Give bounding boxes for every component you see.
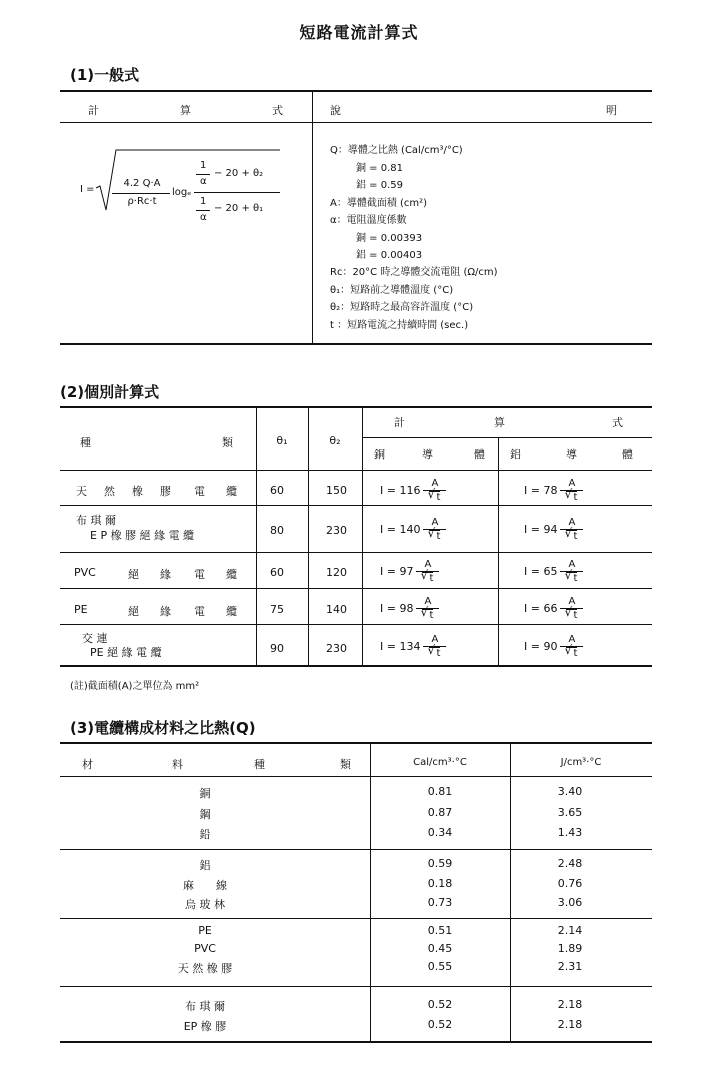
kind-text: PE 絕 緣 電 纜 xyxy=(90,646,162,659)
section3-heading: (3)電纜構成材料之比熱(Q) xyxy=(70,719,256,737)
kind-text: 布 琪 爾 xyxy=(76,514,116,527)
cal-value: 0.81 xyxy=(427,785,453,798)
radicand-num: 4.2 Q·A xyxy=(123,178,161,189)
kind-char: 纜 xyxy=(226,605,237,618)
material-name: PVC xyxy=(194,942,216,955)
cal-value: 0.52 xyxy=(427,1018,453,1031)
material-name: 布 琪 爾 xyxy=(185,1000,225,1013)
top-num: 1 xyxy=(200,160,207,171)
kind-char: 膠 xyxy=(160,485,171,498)
s3-col-j: J/cm³·°C xyxy=(560,757,602,768)
cu-formula: I = 97 A √ t xyxy=(380,559,439,585)
cal-value: 0.45 xyxy=(427,942,453,955)
explain-line: 銅 = 0.81 xyxy=(356,163,404,174)
j-value: 2.48 xyxy=(557,857,583,870)
theta2-value: 230 xyxy=(326,524,347,537)
j-value: 1.89 xyxy=(557,942,583,955)
theta2-value: 140 xyxy=(326,603,347,616)
kind-char: 緣 xyxy=(160,605,171,618)
top-rest: − 20 + θ₂ xyxy=(214,168,264,179)
s2-col-al-2: 導 xyxy=(566,448,577,461)
section2-heading: (2)個別計算式 xyxy=(60,383,160,401)
cu-formula: I = 98 A √ t xyxy=(380,596,439,622)
j-value: 0.76 xyxy=(557,877,583,890)
cal-value: 0.51 xyxy=(427,924,453,937)
radicand-den: ρ·Rc·t xyxy=(127,196,157,207)
s2-col-al-3: 體 xyxy=(622,448,633,461)
kind-char: 然 xyxy=(104,485,115,498)
theta1-value: 80 xyxy=(270,524,284,537)
s3-col-material-4: 類 xyxy=(340,758,351,771)
kind-char: 橡 xyxy=(132,485,143,498)
bot-den: α xyxy=(200,212,207,223)
j-value: 1.43 xyxy=(557,826,583,839)
cal-value: 0.55 xyxy=(427,960,453,973)
explain-line: A：導體截面積 (cm²) xyxy=(330,198,428,209)
theta2-value: 150 xyxy=(326,484,347,497)
cal-value: 0.73 xyxy=(427,896,453,909)
s1-col-calc-1: 計 xyxy=(88,104,99,117)
page-title: 短路電流計算式 xyxy=(299,23,419,42)
bot-num: 1 xyxy=(200,196,207,207)
material-name: PE xyxy=(198,924,212,937)
kind-char: 絕 xyxy=(128,605,139,618)
theta1-value: 60 xyxy=(270,484,284,497)
s3-col-material-3: 種 xyxy=(254,758,265,771)
material-name: 天 然 橡 膠 xyxy=(177,962,233,975)
cal-value: 0.18 xyxy=(427,877,453,890)
s2-col-calc-2: 算 xyxy=(494,416,505,429)
top-den: α xyxy=(200,176,207,187)
s3-col-cal: Cal/cm³·°C xyxy=(413,757,467,768)
al-formula: I = 66 A √ t xyxy=(524,596,583,622)
kind-char: PE xyxy=(74,603,88,616)
explain-line: θ₁：短路前之導體溫度 (°C) xyxy=(330,285,454,296)
s1-col-explain-2: 明 xyxy=(606,104,617,117)
j-value: 2.31 xyxy=(557,960,583,973)
theta1-value: 60 xyxy=(270,566,284,579)
cu-formula: I = 134 A √ t xyxy=(380,634,446,660)
s2-col-kind-2: 類 xyxy=(222,436,233,449)
j-value: 3.06 xyxy=(557,896,583,909)
explain-line: 鋁 = 0.00403 xyxy=(356,250,423,261)
kind-text: E P 橡 膠 絕 緣 電 纜 xyxy=(90,529,195,542)
j-value: 2.18 xyxy=(557,998,583,1011)
j-value: 2.18 xyxy=(557,1018,583,1031)
s1-col-calc-3: 式 xyxy=(272,104,283,117)
s3-col-material-2: 料 xyxy=(172,758,183,771)
theta2-value: 230 xyxy=(326,642,347,655)
explain-line: θ₂：短路時之最高容許溫度 (°C) xyxy=(330,302,474,313)
explain-line: 銅 = 0.00393 xyxy=(356,233,423,244)
al-formula: I = 94 A √ t xyxy=(524,517,583,543)
formula-lhs: I = xyxy=(80,184,95,195)
kind-char: 電 xyxy=(194,568,205,581)
kind-char: 緣 xyxy=(160,568,171,581)
s2-col-kind-1: 種 xyxy=(80,436,91,449)
s2-col-cu-1: 銅 xyxy=(374,448,385,461)
s2-col-theta2: θ₂ xyxy=(329,434,341,447)
explain-line: α：電阻溫度係數 xyxy=(330,215,407,226)
kind-char: 絕 xyxy=(128,568,139,581)
kind-char: 天 xyxy=(76,485,87,498)
material-name: EP 橡 膠 xyxy=(183,1020,227,1033)
material-name: 銅 xyxy=(199,787,211,800)
s2-col-cu-3: 體 xyxy=(474,448,485,461)
explain-line: t ：短路電流之持續時間 (sec.) xyxy=(330,320,469,331)
material-name: 鋼 xyxy=(199,808,211,821)
explain-line: Rc：20°C 時之導體交流電阻 (Ω/cm) xyxy=(330,267,498,278)
explain-line: 鋁 = 0.59 xyxy=(356,180,404,191)
cal-value: 0.59 xyxy=(427,857,453,870)
kind-char: 電 xyxy=(194,485,205,498)
material-name: 烏 玻 林 xyxy=(185,898,225,911)
explain-line: Q：導體之比熱 (Cal/cm³/°C) xyxy=(330,145,463,156)
theta1-value: 90 xyxy=(270,642,284,655)
cal-value: 0.34 xyxy=(427,826,453,839)
bot-rest: − 20 + θ₁ xyxy=(214,203,264,214)
kind-char: PVC xyxy=(74,566,96,579)
cal-value: 0.87 xyxy=(427,806,453,819)
kind-text: 交 連 xyxy=(82,632,108,645)
section2-note: (註)截面積(A)之單位為 mm² xyxy=(70,681,200,692)
theta2-value: 120 xyxy=(326,566,347,579)
al-formula: I = 90 A √ t xyxy=(524,634,583,660)
s1-col-calc-2: 算 xyxy=(180,104,191,117)
cu-formula: I = 140 A √ t xyxy=(380,517,446,543)
material-name: 麻 線 xyxy=(183,879,227,892)
kind-char: 纜 xyxy=(226,485,237,498)
s2-col-calc-3: 式 xyxy=(612,416,623,429)
section1-heading: (1)一般式 xyxy=(70,66,140,84)
s2-col-theta1: θ₁ xyxy=(276,434,288,447)
kind-char: 纜 xyxy=(226,568,237,581)
kind-char: 電 xyxy=(194,605,205,618)
j-value: 3.40 xyxy=(557,785,583,798)
s1-col-explain-1: 說 xyxy=(330,104,341,117)
s2-col-calc-1: 計 xyxy=(394,416,405,429)
j-value: 2.14 xyxy=(557,924,583,937)
s2-col-cu-2: 導 xyxy=(422,448,433,461)
s2-col-al-1: 鋁 xyxy=(510,448,521,461)
material-name: 鉛 xyxy=(199,828,211,841)
formula-log: logₑ xyxy=(172,187,192,198)
theta1-value: 75 xyxy=(270,603,284,616)
cu-formula: I = 116 A √ t xyxy=(380,478,446,504)
material-name: 鋁 xyxy=(199,859,211,872)
al-formula: I = 78 A √ t xyxy=(524,478,583,504)
s3-col-material-1: 材 xyxy=(82,758,93,771)
j-value: 3.65 xyxy=(557,806,583,819)
al-formula: I = 65 A √ t xyxy=(524,559,583,585)
cal-value: 0.52 xyxy=(427,998,453,1011)
